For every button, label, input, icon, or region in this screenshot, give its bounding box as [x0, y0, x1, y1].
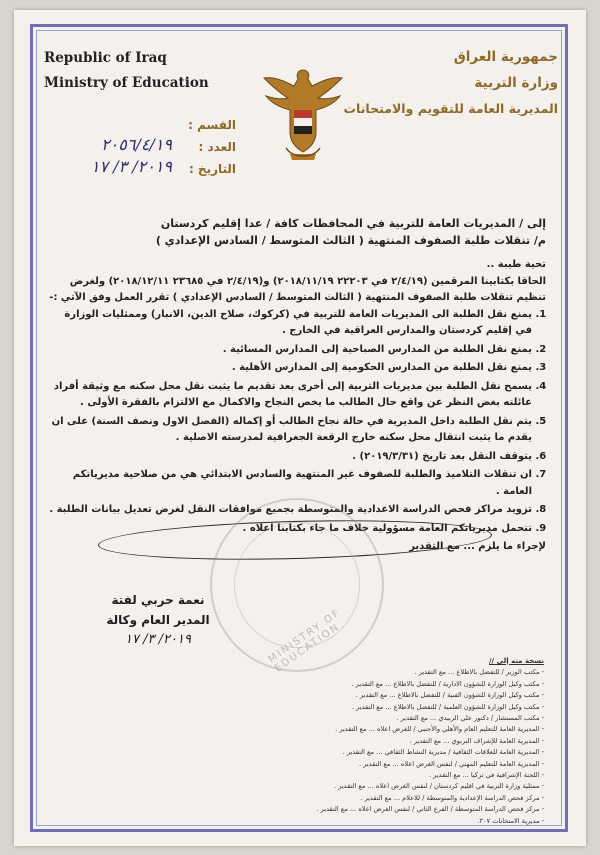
copy-item: - مركز فحص الدراسة المتوسطة / الفرع الثاني / لنفس الغرض اعلاه ... مع التقدير . [64, 804, 544, 815]
list-item: 4. يسمح نقل الطلبة بين مديريات التربية إلى أخرى بعد تقديم ما يثبت نقل محل سكنه مع وثيقة أفراد عائلته بغض النظر عن واقع حال الطالب ما يخص النجاح والاكمال مع الالتزام بالفقرة الأولى . [46, 379, 532, 412]
copy-item: - مكتب وكيل الوزارة للشؤون العلمية / للتفضل بالاطلاع ... مع التقدير . [64, 702, 544, 713]
recipient-line: إلى / المديريات العامة للتربية في المحافظات كافة / عدا إقليم كردستان [160, 217, 546, 230]
list-item: 5. يتم نقل الطلبة داخل المديرية في حالة نجاح الطالب أو إكماله (الفصل الاول ونصف السنة) على ان يقدم ما يثبت انتقال محل سكنه خارج الرقعة الجغرافية لمدرسته الاصلية . [46, 414, 532, 447]
official-stamp [210, 498, 384, 675]
stamp-text: MINISTRY OF EDUCATION [266, 607, 344, 675]
ministry-name-ar: وزارة التربية [474, 75, 558, 91]
copy-item: - مكتب الوزير / للتفضل بالاطلاع ... مع التقدير . [64, 667, 544, 678]
iraq-eagle-emblem-icon [260, 62, 346, 166]
copy-item: - مكتب وكيل الوزارة للشؤون الادارية / للتفضل بالاطلاع ... مع التقدير . [64, 679, 544, 690]
list-item: 8. تزويد مراكز فحص الدراسة الاعدادية والمتوسطة بجميع موافقات النقل لغرض تعديل بيانات الطلبة . [46, 502, 532, 519]
copy-item: - مكتب المستشار / دكتور علي الزبيدي ... مع التقدير . [64, 713, 544, 724]
signature-block [88, 590, 228, 650]
signer-name: نعمة حربي لفتة [111, 593, 205, 607]
list-item: 3. يمنع نقل الطلبة من المدارس الحكومية إلى المدارس الأهلية . [46, 360, 532, 377]
list-item: 2. يمنع نقل الطلبة من المدارس الصباحية إلى المدارس المسائية . [46, 342, 532, 359]
list-item: 9. تتحمل مديرياتكم العامة مسؤولية خلاف ما جاء بكتابنا اعلاه . [46, 521, 532, 538]
list-item: 7. ان تنقلات التلاميذ والطلبة للصفوف غير المنتهية والسادس الابتدائي هي من صلاحية مديرياتكم العامة . [46, 467, 532, 500]
list-item: 6. يتوقف النقل بعد تاريخ (٢٠١٩/٣/٣١) . [46, 449, 532, 466]
signer-title: المدير العام وكالة [106, 613, 210, 627]
date-label: التاريخ : [188, 162, 236, 176]
date-value: ٢٠١٩/ ٣/ ١٧ [90, 157, 172, 176]
number-label: العدد : [198, 140, 236, 154]
copy-item: - المديرية العامة للعلاقات الثقافية / مديرية النشاط الثقافي ... مع التقدير . [64, 747, 544, 758]
greeting: تحية طيبة .. [486, 259, 546, 270]
subject-line: م/ تنقلات طلبة الصفوف المنتهية ( الثالث المتوسط / السادس الإعدادي ) [155, 233, 546, 247]
list-item: 1. يمنع نقل الطلبة الى المديريات العامة للتربية في (كركوك، صلاح الدين، الانبار) وممثليات الوزارة في إقليم كردستان والمدارس العراقية في الخارج . [46, 307, 532, 340]
number-value: ٢٠٥٦/٤/١٩ [101, 135, 172, 154]
reference-block [42, 118, 272, 184]
closing-line: لإجراء ما يلزم ... مع التقدير [409, 541, 546, 552]
copy-item: - مركز فحص الدراسة الإعدادية والمتوسطة / للاعلام ... مع التقدير . [64, 793, 544, 804]
copy-item: - اللجنة الإشرافية في تركيا ... مع التقدير . [64, 770, 544, 781]
country-name-ar: جمهورية العراق [453, 49, 558, 65]
copy-item: - مكتب وكيل الوزارة للشؤون الفنية / للتفضل بالاطلاع ... مع التقدير . [64, 690, 544, 701]
copy-item: - المديرية العامة للتعليم المهني / لنفس الغرض اعلاه ... مع التقدير . [64, 759, 544, 770]
date-row [42, 157, 272, 184]
copy-item: - المديرية العامة للإشراف التربوي ... مع التقدير . [64, 736, 544, 747]
copy-item: - ممثلية وزارة التربية في اقليم كردستان / لنفس الغرض اعلاه ... مع التقدير . [64, 781, 544, 792]
directorate-name-ar: المديرية العامة للتقويم والامتحانات [343, 101, 558, 116]
ministry-name-en: Ministry of Education [44, 75, 209, 91]
signature-date: ٢٠١٩/ ٣/ ١٧ [125, 632, 191, 647]
copies-list [64, 656, 544, 827]
copies-title: نسخة منه إلى // [488, 657, 544, 665]
copy-item: - مديرية الامتحانات ٣٠٧. [64, 816, 544, 827]
letterhead-arabic [338, 44, 558, 122]
letterhead-english [44, 46, 244, 96]
country-name-en: Republic of Iraq [44, 50, 167, 66]
document-page [14, 10, 586, 846]
copy-item: - المديرية العامة للتعليم العام والأهلي والأجنبي / للغرض اعلاه ... مع التقدير . [64, 724, 544, 735]
section-label: القسم : [188, 118, 236, 132]
intro-paragraph: الحاقا بكتابينا المرقمين (٢/٤/١٩ في ٢٢٢٠٣ ٢٠١٨/١١/١٩) و(٢/٤/١٩ في ٢٣٦٨٥ ٢٠١٨/١٢/١١) ولغرض تنظيم تنقلات طلبة الصفوف المنتهية ( الثالث المتوسط / السادس الإعدادي ) تقرر العمل وفق الآتي :- [49, 275, 546, 303]
